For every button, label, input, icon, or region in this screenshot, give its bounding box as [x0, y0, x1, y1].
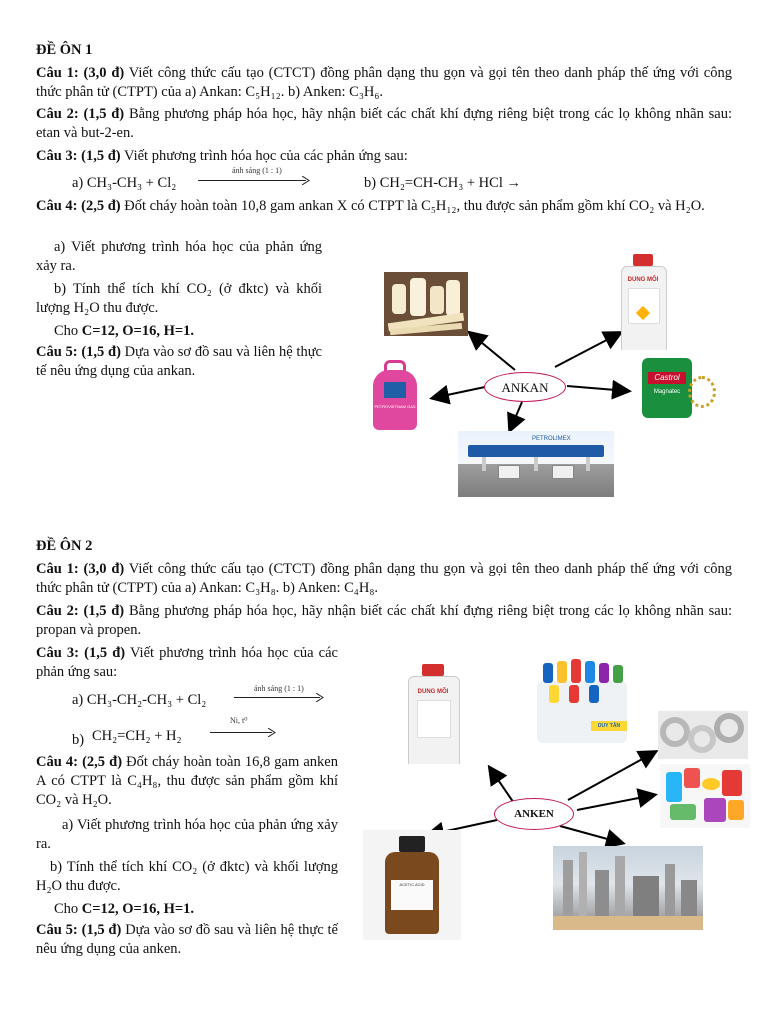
pvc-pipes-image	[658, 711, 748, 759]
q-label: Câu 1:	[36, 65, 79, 81]
q-label: Câu 1:	[36, 561, 79, 577]
plastic-products-image	[660, 764, 750, 828]
q-text: Viết công thức cấu tạo (CTCT) đồng phân dạng thu gọn và gọi tên theo danh pháp thế ứng với công thức phân tử (CTPT) của a) Ankan: C₅H₁₂. b) Anken: C₃H₆.	[36, 65, 732, 100]
q-label: Câu 5:	[36, 344, 78, 360]
q-label: Câu 3:	[36, 645, 79, 661]
q-label: Câu 3:	[36, 148, 78, 164]
de2-question-2	[36, 602, 732, 640]
motor-oil-image	[638, 358, 718, 420]
q-text: Viết phương trình hóa học của các phản ứng sau:	[120, 148, 408, 164]
q-label: Câu 4:	[36, 198, 78, 214]
q-text: Đốt cháy hoàn toàn 10,8 gam ankan X có CTPT là C₅H₁₂, thu được sản phẩm gồm khí CO₂ và H₂O.	[120, 198, 705, 214]
de2-reaction-a-condition: ánh sáng (1 : 1)	[254, 684, 304, 693]
bottle-label: DUNG MÔI	[417, 689, 449, 695]
q-text: Bằng phương pháp hóa học, hãy nhận biết các chất khí đựng riêng biệt trong các lọ không nhãn sau: propan và propen.	[36, 603, 732, 638]
arrow-head-icon	[268, 728, 276, 737]
given-values: C=12, O=16, H=1.	[81, 323, 194, 339]
de2-q4-a: a) Viết phương trình hóa học của phản ứng xảy ra.	[36, 817, 338, 852]
de1-title: ĐỀ ÔN 1	[36, 42, 93, 58]
acetic-acid-bottle-image	[363, 830, 461, 940]
q-text: Viết phương trình hóa học của các phản ứng sau:	[36, 645, 338, 680]
candles-image	[384, 272, 468, 336]
de2-reaction-b-condition: Ni, t⁰	[230, 716, 248, 725]
q-points: (1,5 đ)	[81, 344, 121, 360]
q-text: Viết công thức cấu tạo (CTCT) đồng phân dạng thu gọn và gọi tên theo danh pháp thế ứng với công thức phân tử (CTPT) của a) Ankan: C₃H₈. b) Anken: C₄H₈.	[36, 561, 732, 596]
de1-reaction-a-condition: ánh sáng (1 : 1)	[232, 166, 282, 175]
q-points: (2,5 đ)	[82, 754, 123, 770]
station-brand: PETROLIMEX	[532, 436, 571, 442]
de2-diagram-center: ANKEN	[494, 798, 574, 830]
q-points: (2,5 đ)	[81, 198, 121, 214]
refinery-image	[553, 846, 703, 930]
de1-reaction-a: a) CH₃-CH₃ + Cl₂	[72, 175, 177, 191]
gas-cylinder-image	[370, 360, 420, 434]
de2-reaction-a-arrow	[234, 697, 320, 698]
given-prefix: Cho	[54, 901, 82, 917]
de1-q4-a: a) Viết phương trình hóa học của phản ứng xảy ra.	[36, 239, 322, 274]
plastic-bottles-image	[529, 659, 635, 751]
given-values: C=12, O=16, H=1.	[81, 901, 194, 917]
q-label: Câu 4:	[36, 754, 78, 770]
oil-brand: Castrol	[648, 372, 686, 384]
solvent-bottle-image	[618, 254, 668, 350]
acid-label: ACETIC ACID	[391, 880, 433, 910]
de2-question-3	[36, 644, 338, 682]
de2-q4-given	[54, 900, 194, 919]
q-text: Bằng phương pháp hóa học, hãy nhận biết các chất khí đựng riêng biệt trong các lọ không nhãn sau: etan và but-2-en.	[36, 106, 732, 141]
q-points: (3,0 đ)	[83, 561, 125, 577]
oil-sub: Magnatec	[653, 389, 681, 395]
de2-reaction-b-prefix: b)	[72, 732, 85, 748]
q-points: (1,5 đ)	[83, 603, 125, 619]
de2-question-1	[36, 560, 732, 598]
de2-title: ĐỀ ÔN 2	[36, 538, 93, 554]
gas-label: PETROVIETNAM GAS	[374, 404, 416, 409]
de1-q4-b: b) Tính thể tích khí CO₂ (ở đktc) và khối lượng H₂O thu được.	[36, 281, 322, 316]
de1-diagram-center: ANKAN	[484, 372, 566, 402]
q-points: (1,5 đ)	[81, 922, 122, 938]
given-prefix: Cho	[54, 323, 82, 339]
de2-reaction-b-arrow	[210, 732, 272, 733]
solvent-bottle-image	[405, 664, 461, 764]
de2-question-5	[36, 921, 338, 959]
q-points: (1,5 đ)	[83, 106, 125, 122]
bottle-label: DUNG MÔI	[627, 277, 659, 283]
q-label: Câu 2:	[36, 603, 79, 619]
q-text: Dựa vào sơ đồ sau và liên hệ thực tế nêu ứng dụng của ankan.	[36, 344, 322, 379]
q-label: Câu 5:	[36, 922, 78, 938]
q-label: Câu 2:	[36, 106, 79, 122]
de1-reaction-b: b) CH₂=CH-CH₃ + HCl →	[364, 175, 521, 191]
de2-reaction-b: CH₂=CH₂ + H₂	[92, 728, 182, 744]
q-points: (3,0 đ)	[83, 65, 125, 81]
q-points: (1,5 đ)	[81, 148, 121, 164]
de2-q4-b: b) Tính thể tích khí CO₂ (ở đktc) và khối lượng H₂O thu được.	[36, 859, 338, 894]
toy-label: DUY TÂN	[591, 721, 627, 731]
de2-reaction-a: a) CH₃-CH₂-CH₃ + Cl₂	[72, 692, 207, 708]
gas-station-image	[458, 431, 614, 497]
q-points: (1,5 đ)	[84, 645, 126, 661]
arrow-head-icon	[316, 693, 324, 702]
de2-question-4	[36, 753, 338, 810]
q-text: Dựa vào sơ đồ sau và liên hệ thực tế nêu ứng dụng của anken.	[36, 922, 338, 957]
q-text: Đốt cháy hoàn toàn 16,8 gam anken A có CTPT là C₄H₈, thu được sản phẩm gồm khí CO₂ và H₂O.	[36, 754, 338, 808]
